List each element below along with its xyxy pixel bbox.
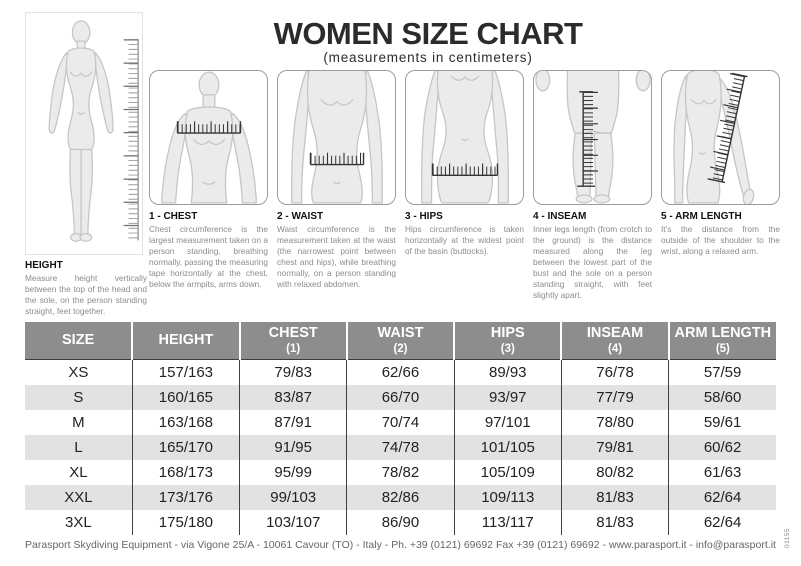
hips-heading: 3 - HIPS: [405, 211, 443, 222]
value-cell: 97/101: [454, 410, 561, 435]
value-cell: 163/168: [132, 410, 239, 435]
value-cell: 165/170: [132, 435, 239, 460]
value-cell: 168/173: [132, 460, 239, 485]
value-cell: 76/78: [561, 360, 668, 386]
table-row-3xl: [25, 510, 776, 535]
table-row-xxl: [25, 485, 776, 510]
inseam-text: Inner legs length (from crotch to the ground) is the distance measured along the leg between the lowest part of the bust and the sole on a person standing straight, with feet slightly apart.: [533, 224, 652, 300]
size-label-cell: M: [72, 414, 85, 431]
col-header-waist: WAIST (2): [347, 322, 454, 360]
size-table: [25, 322, 776, 535]
value-cell: 81/83: [561, 510, 668, 535]
chest-text: Chest circumference is the largest measurement taken on a person standing, breathing normally, passing the measuring tape horizontally at the chest, below the armpits, arms down.: [149, 224, 268, 289]
height-ruler-icon: [131, 39, 138, 240]
height-note-text: Measure height vertically between the top of the head and the sole, on the person standing straight, feet together.: [25, 273, 147, 316]
value-cell: 74/78: [347, 435, 454, 460]
value-cell: 79/81: [561, 435, 668, 460]
size-label-cell: L: [74, 439, 83, 456]
inseam-illustration: [534, 71, 651, 204]
size-label-cell: S: [73, 389, 84, 406]
value-cell: 70/74: [347, 410, 454, 435]
value-cell: 77/79: [561, 385, 668, 410]
chest-description: [149, 211, 268, 290]
waist-description: [277, 211, 396, 290]
value-cell: 86/90: [347, 510, 454, 535]
footer-contact-line: Parasport Skydiving Equipment - via Vigone 25/A - 10061 Cavour (TO) - Italy - Ph. +39 (0121) 69692 Fax +39 (0121) 69692 - www.parasport.it - info@parasport.it: [25, 539, 776, 551]
size-label-cell: XXL: [64, 489, 93, 506]
inseam-description: [533, 211, 652, 301]
value-cell: 82/86: [347, 485, 454, 510]
col-header-chest: CHEST (1): [240, 322, 347, 360]
hips-description: [405, 211, 524, 257]
value-cell: 157/163: [132, 360, 239, 386]
arm-length-panel: [661, 70, 780, 205]
full-body-illustration: [26, 13, 142, 254]
inseam-heading: 4 - INSEAM: [533, 211, 587, 222]
page-title: WOMEN SIZE CHART: [273, 16, 583, 51]
value-cell: 61/63: [669, 460, 776, 485]
value-cell: 89/93: [454, 360, 561, 386]
value-cell: 99/103: [240, 485, 347, 510]
value-cell: 91/95: [240, 435, 347, 460]
value-cell: 58/60: [669, 385, 776, 410]
waist-text: Waist circumference is the measurement taken at the waist (the narrowest point between chest and hips), while breathing normally, on a person standing with relaxed abdomen.: [277, 224, 396, 289]
value-cell: 62/64: [669, 485, 776, 510]
value-cell: 78/82: [347, 460, 454, 485]
value-cell: 80/82: [561, 460, 668, 485]
waist-illustration: [278, 71, 395, 204]
value-cell: 62/64: [669, 510, 776, 535]
arm-length-text: It's the distance from the outside of the shoulder to the wrist, along a relaxed arm.: [661, 224, 780, 256]
col-header-size: SIZE: [25, 322, 132, 360]
value-cell: 66/70: [347, 385, 454, 410]
value-cell: 87/91: [240, 410, 347, 435]
chest-panel: [149, 70, 268, 205]
value-cell: 78/80: [561, 410, 668, 435]
table-row-m: [25, 410, 776, 435]
waist-panel: [277, 70, 396, 205]
size-label-cell: XL: [69, 464, 88, 481]
arm-length-illustration: [662, 71, 779, 204]
value-cell: 93/97: [454, 385, 561, 410]
value-cell: 95/99: [240, 460, 347, 485]
value-cell: 173/176: [132, 485, 239, 510]
table-row-l: [25, 435, 776, 460]
value-cell: 160/165: [132, 385, 239, 410]
col-header-hips: HIPS (3): [454, 322, 561, 360]
col-header-inseam: INSEAM (4): [561, 322, 668, 360]
value-cell: 113/117: [454, 510, 561, 535]
value-cell: 101/105: [454, 435, 561, 460]
value-cell: 103/107: [240, 510, 347, 535]
inseam-panel: [533, 70, 652, 205]
size-label-cell: XS: [68, 364, 89, 381]
arm-length-heading: 5 - ARM LENGTH: [661, 211, 742, 222]
full-body-figure: [25, 12, 143, 255]
arm-length-description: [661, 211, 780, 257]
hips-panel: [405, 70, 524, 205]
chest-heading: 1 - CHEST: [149, 211, 198, 222]
hips-text: Hips circumference is taken horizontally at the widest point of the basin (buttocks).: [405, 224, 524, 256]
table-row-s: [25, 385, 776, 410]
table-row-xs: [25, 360, 776, 386]
height-note-heading: HEIGHT: [25, 260, 63, 271]
value-cell: 83/87: [240, 385, 347, 410]
doc-code: 01155: [784, 527, 791, 549]
value-cell: 59/61: [669, 410, 776, 435]
value-cell: 81/83: [561, 485, 668, 510]
chest-illustration: [150, 71, 267, 204]
page-subtitle: (measurements in centimeters): [323, 50, 533, 65]
height-note: [25, 260, 147, 317]
hips-illustration: [406, 71, 523, 204]
value-cell: 57/59: [669, 360, 776, 386]
table-row-xl: [25, 460, 776, 485]
col-header-arm-length: ARM LENGTH (5): [669, 322, 776, 360]
value-cell: 62/66: [347, 360, 454, 386]
col-header-height: HEIGHT: [132, 322, 239, 360]
value-cell: 109/113: [454, 485, 561, 510]
value-cell: 105/109: [454, 460, 561, 485]
waist-heading: 2 - WAIST: [277, 211, 324, 222]
table-header-row: [25, 322, 776, 360]
value-cell: 79/83: [240, 360, 347, 386]
value-cell: 175/180: [132, 510, 239, 535]
size-label-cell: 3XL: [65, 514, 92, 531]
value-cell: 60/62: [669, 435, 776, 460]
